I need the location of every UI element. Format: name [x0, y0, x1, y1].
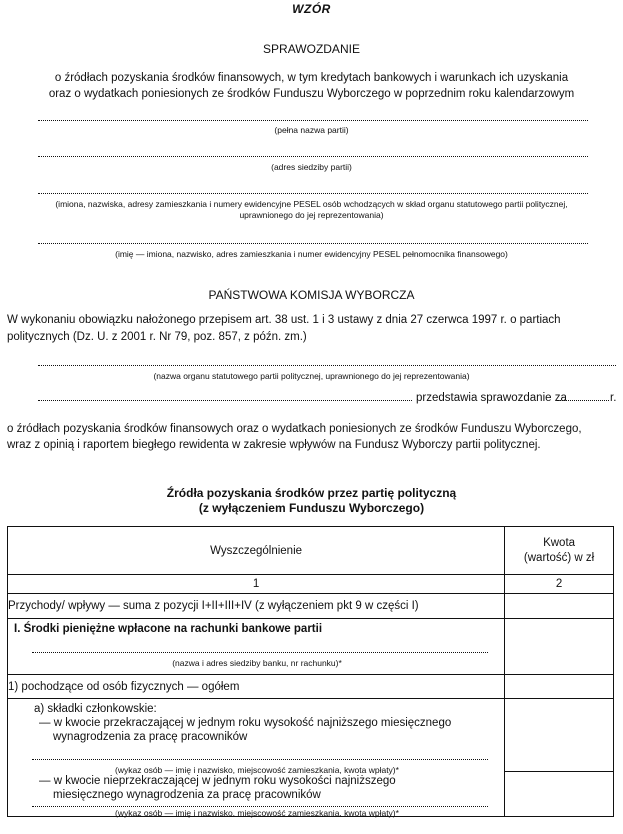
presents-suffix: r. [610, 392, 617, 404]
row-a2-line1: — w kwocie nieprzekraczającej w jednym roku wysokości najniższego [39, 775, 396, 787]
funding-sources-table [7, 526, 614, 817]
report-year-field[interactable] [557, 400, 609, 401]
col1-header: Wyszczególnienie [8, 527, 505, 575]
table-row [8, 619, 614, 675]
members-label-line1: (imiona, nazwiska, adresy zamieszkania i numery ewidencyjne PESEL osób wchodzących w skład organu statutowego partii politycznej, [55, 199, 568, 209]
table-number-row [8, 575, 614, 594]
closing-line2: wraz z opinią i raportem biegłego rewidenta w zakresie wpływów na Fundusz Wyborczy partii politycznej. [7, 439, 541, 451]
section-title-line2: (z wyłączeniem Funduszu Wyborczego) [198, 501, 425, 515]
row-a-amount-cell [505, 699, 614, 817]
section-title-line1: Źródła pozyskania środków przez partię polityczną [166, 486, 457, 500]
row-I-cell [8, 619, 505, 675]
commission-para-line1: W wykonaniu obowiązku nałożonego przepisem art. 38 ust. 1 i 3 ustawy z dnia 27 czerwca 1997 r. o partiach [7, 314, 561, 326]
table-header-row [8, 527, 614, 575]
organ-label: (nazwa organu statutowego partii politycznej, uprawnionego do jej reprezentowania) [153, 371, 470, 381]
row-a2-line2: miesięcznego wynagrodzenia za pracę pracowników [53, 789, 321, 801]
row-a1-line2: wynagrodzenia za pracę pracowników [53, 731, 248, 743]
row-I-sub: (nazwa i adres siedziby banku, nr rachunku)* [172, 658, 342, 668]
proxy-line[interactable] [38, 243, 588, 244]
presents-leading-dots [38, 400, 412, 401]
subtitle-line1: o źródłach pozyskania środków finansowych, w tym kredytach bankowych i warunkach ich uzyskania [54, 72, 569, 84]
row-a2-sub: (wykaz osób — imię i nazwisko, miejscowość zamieszkania, kwota wpłaty)* [115, 808, 399, 818]
col2-header-line1: Kwota [543, 536, 576, 549]
row-a1-list-line[interactable] [32, 759, 488, 760]
row-I-amount[interactable] [505, 619, 614, 675]
closing-line1: o źródłach pozyskania środków finansowych oraz o wydatkach poniesionych ze środków Funduszu Wyborczego, [7, 423, 582, 435]
col2-header [505, 527, 614, 575]
table-row [8, 675, 614, 699]
table-row [8, 594, 614, 619]
row-a-label: a) składki członkowskie: [34, 703, 157, 715]
bank-account-line[interactable] [32, 652, 488, 653]
col1-number: 1 [8, 575, 505, 594]
party-address-label: (adres siedziby partii) [271, 162, 352, 172]
row-total-label: Przychody/ wpływy — suma z pozycji I+II+III+IV (z wyłączeniem pkt 9 w części I) [8, 594, 505, 619]
party-name-label: (pełna nazwa partii) [274, 125, 349, 135]
table-row [8, 699, 614, 817]
organ-line[interactable] [38, 365, 616, 366]
row-a1-sub: (wykaz osób — imię i nazwisko, miejscowość zamieszkania, kwota wpłaty)* [115, 765, 399, 775]
proxy-label: (imię — imiona, nazwisko, adres zamieszkania i numer ewidencyjny PESEL pełnomocnika finansowego) [115, 249, 508, 259]
document-title: SPRAWOZDANIE [263, 42, 360, 56]
row-1-amount[interactable] [505, 675, 614, 699]
row-1-label: 1) pochodzące od osób fizycznych — ogółem [8, 675, 505, 699]
row-total-amount[interactable] [505, 594, 614, 619]
members-label-line2: uprawnionego do jej reprezentowania) [239, 210, 384, 220]
col2-header-line2: (wartość) w zł [523, 551, 595, 564]
members-line[interactable] [38, 193, 588, 194]
row-a2-list-line[interactable] [32, 806, 488, 807]
row-a1-line1: — w kwocie przekraczającej w jednym roku wysokość najniższego miesięcznego [39, 717, 452, 729]
commission-para-line2: politycznych (Dz. U. z 2001 r. Nr 79, poz. 857, z późn. zm.) [7, 331, 307, 343]
row-a-amount-divider [505, 771, 613, 772]
party-address-line[interactable] [38, 156, 588, 157]
col2-number: 2 [505, 575, 614, 594]
party-name-line[interactable] [38, 120, 588, 121]
template-label: WZÓR [292, 2, 331, 16]
presents-text: przedstawia sprawozdanie za [416, 392, 567, 404]
row-I-title: I. Środki pieniężne wpłacone na rachunki bankowe partii [14, 623, 323, 635]
subtitle-line2: oraz o wydatkach poniesionych ze środków Funduszu Wyborczego w poprzednim roku kalendarzowym [48, 88, 575, 100]
row-a-cell [8, 699, 505, 817]
commission-heading: PAŃSTWOWA KOMISJA WYBORCZA [208, 288, 415, 302]
